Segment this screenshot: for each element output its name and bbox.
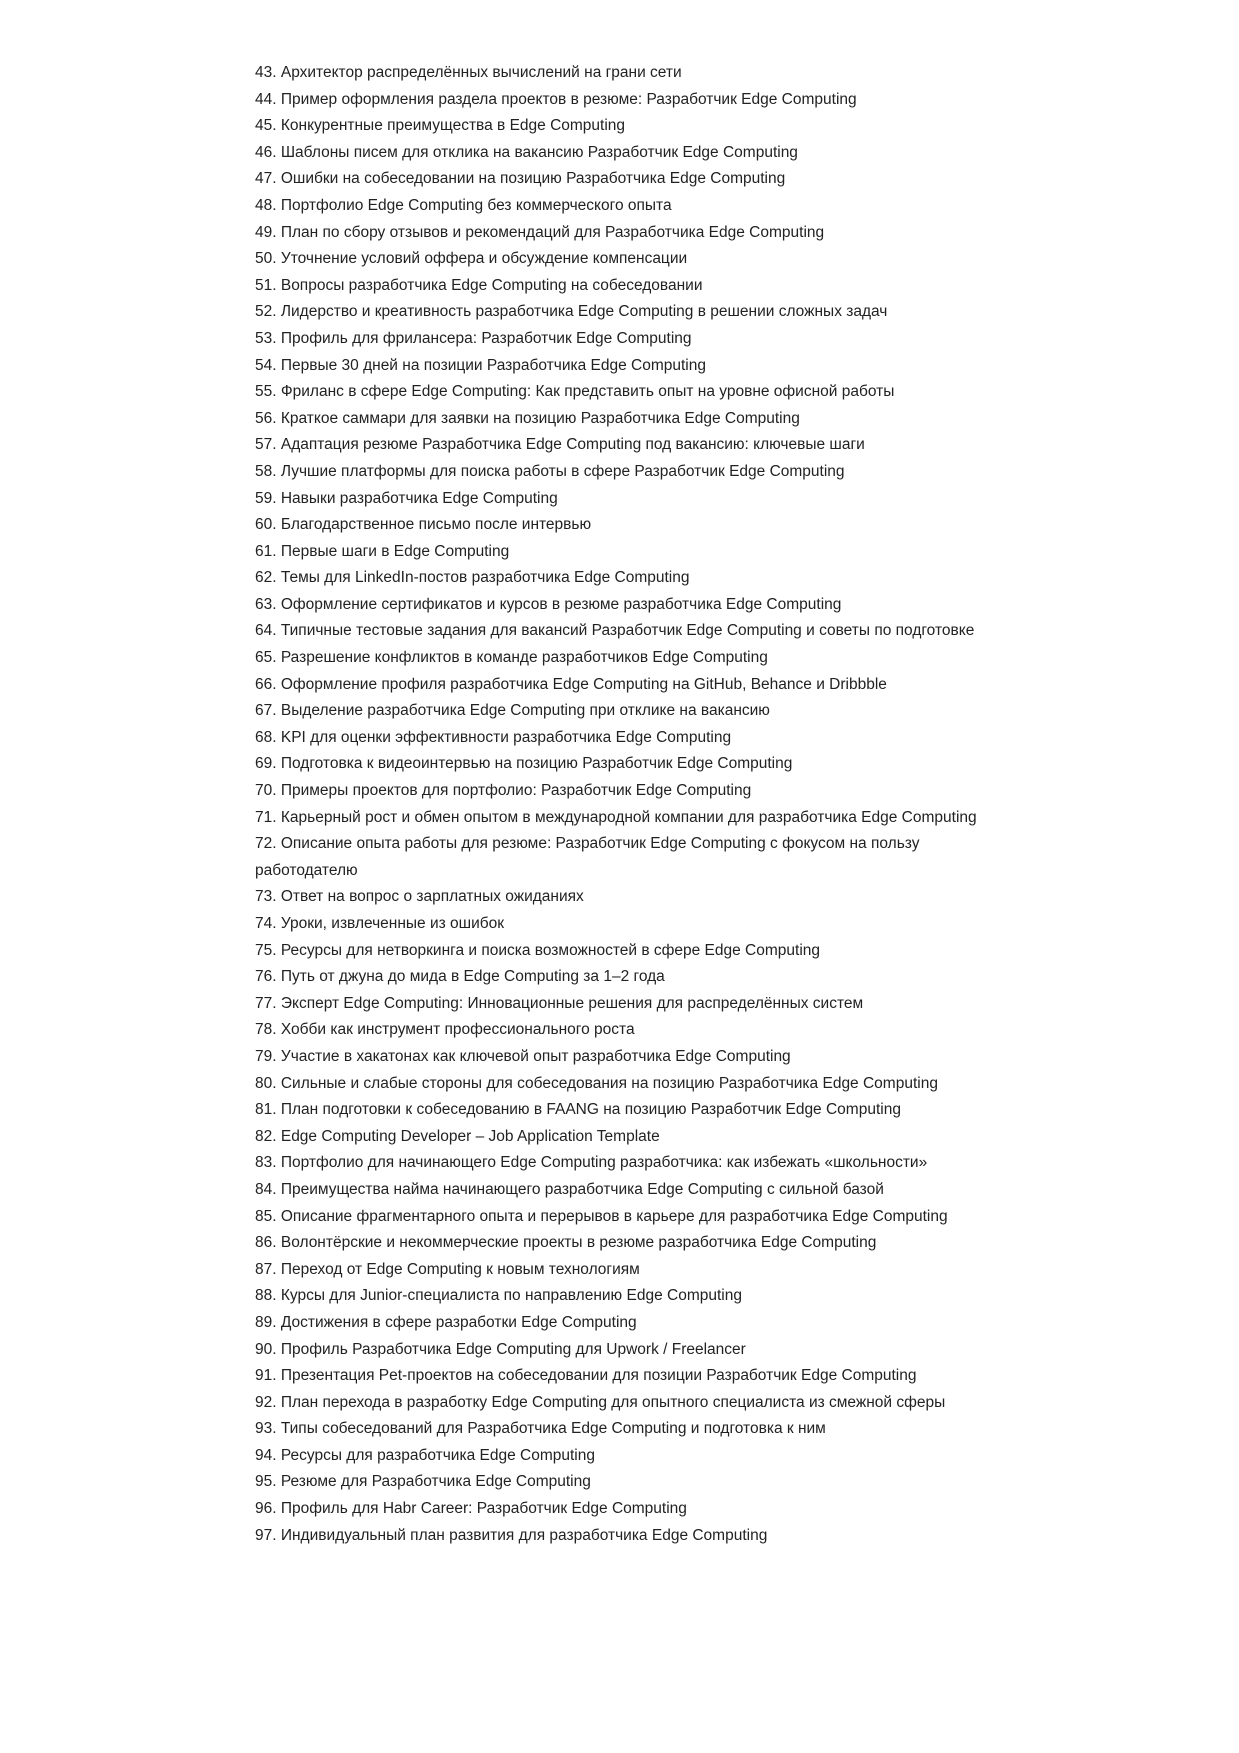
list-item: 92. План перехода в разработку Edge Computing для опытного специалиста из смежной сферы [255, 1393, 946, 1411]
list-item: 75. Ресурсы для нетворкинга и поиска возможностей в сфере Edge Computing [255, 941, 821, 959]
list-item: 74. Уроки, извлеченные из ошибок [255, 915, 505, 932]
list-item: 73. Ответ на вопрос о зарплатных ожиданиях [255, 888, 584, 906]
list-item: 77. Эксперт Edge Computing: Инновационные решения для распределённых систем [255, 994, 864, 1012]
list-item: 72. Описание опыта работы для резюме: Разработчик Edge Computing с фокусом на пользу работодателю [255, 835, 920, 879]
list-item: 83. Портфолио для начинающего Edge Computing разработчика: как избежать «школьности» [255, 1154, 928, 1172]
list-item: 91. Презентация Pet-проектов на собеседовании для позиции Разработчик Edge Computing [255, 1367, 917, 1385]
list-item: 64. Типичные тестовые задания для вакансий Разработчик Edge Computing и советы по подготовке [255, 622, 975, 640]
list-item: 82. Edge Computing Developer – Job Application Template [255, 1127, 660, 1145]
list-item: 67. Выделение разработчика Edge Computing при отклике на вакансию [255, 702, 770, 720]
list-item: 80. Сильные и слабые стороны для собеседования на позицию Разработчика Edge Computing [255, 1074, 938, 1092]
list-item: 79. Участие в хакатонах как ключевой опыт разработчика Edge Computing [255, 1047, 791, 1065]
list-item: 68. KPI для оценки эффективности разработчика Edge Computing [255, 728, 732, 746]
list-item: 86. Волонтёрские и некоммерческие проекты в резюме разработчика Edge Computing [255, 1234, 877, 1252]
list-item: 63. Оформление сертификатов и курсов в резюме разработчика Edge Computing [255, 595, 842, 613]
list-item: 58. Лучшие платформы для поиска работы в сфере Разработчик Edge Computing [255, 462, 845, 480]
list-item: 61. Первые шаги в Edge Computing [255, 542, 510, 560]
list-item: 65. Разрешение конфликтов в команде разработчиков Edge Computing [255, 649, 768, 667]
list-item: 87. Переход от Edge Computing к новым технологиям [255, 1260, 640, 1278]
list-item: 88. Курсы для Junior-специалиста по направлению Edge Computing [255, 1287, 742, 1305]
list-item: 53. Профиль для фрилансера: Разработчик Edge Computing [255, 329, 692, 347]
list-item: 60. Благодарственное письмо после интервью [255, 516, 592, 534]
list-item: 47. Ошибки на собеседовании на позицию Разработчика Edge Computing [255, 170, 786, 188]
list-item: 89. Достижения в сфере разработки Edge Computing [255, 1313, 637, 1331]
list-item: 94. Ресурсы для разработчика Edge Computing [255, 1446, 595, 1464]
list-item: 52. Лидерство и креативность разработчика Edge Computing в решении сложных задач [255, 303, 888, 321]
list-item: 56. Краткое саммари для заявки на позицию Разработчика Edge Computing [255, 409, 800, 427]
article-list [255, 60, 985, 1549]
list-item: 97. Индивидуальный план развития для разработчика Edge Computing [255, 1526, 768, 1544]
list-item: 85. Описание фрагментарного опыта и перерывов в карьере для разработчика Edge Computing [255, 1207, 948, 1225]
list-item: 84. Преимущества найма начинающего разработчика Edge Computing с сильной базой [255, 1180, 884, 1198]
list-item: 93. Типы собеседований для Разработчика Edge Computing и подготовка к ним [255, 1420, 826, 1438]
list-item: 49. План по сбору отзывов и рекомендаций для Разработчика Edge Computing [255, 223, 825, 241]
list-item: 54. Первые 30 дней на позиции Разработчика Edge Computing [255, 356, 706, 374]
list-item: 90. Профиль Разработчика Edge Computing для Upwork / Freelancer [255, 1340, 746, 1358]
list-item: 55. Фриланс в сфере Edge Computing: Как представить опыт на уровне офисной работы [255, 383, 895, 401]
list-item: 95. Резюме для Разработчика Edge Computing [255, 1473, 591, 1491]
list-item: 62. Темы для LinkedIn-постов разработчика Edge Computing [255, 569, 690, 587]
list-item: 76. Путь от джуна до мида в Edge Computing за 1–2 года [255, 968, 665, 986]
list-item: 43. Архитектор распределённых вычислений на грани сети [255, 64, 682, 81]
list-item: 45. Конкурентные преимущества в Edge Computing [255, 117, 626, 135]
list-item: 66. Оформление профиля разработчика Edge Computing на GitHub, Behance и Dribbble [255, 675, 887, 693]
list-item: 78. Хобби как инструмент профессионального роста [255, 1021, 635, 1039]
list-item: 51. Вопросы разработчика Edge Computing на собеседовании [255, 276, 703, 294]
list-item: 50. Уточнение условий оффера и обсуждение компенсации [255, 250, 688, 268]
list-item: 71. Карьерный рост и обмен опытом в международной компании для разработчика Edge Computing [255, 808, 977, 826]
list-item: 44. Пример оформления раздела проектов в резюме: Разработчик Edge Computing [255, 90, 857, 108]
list-item: 46. Шаблоны писем для отклика на вакансию Разработчик Edge Computing [255, 143, 798, 161]
list-item: 81. План подготовки к собеседованию в FAANG на позицию Разработчик Edge Computing [255, 1101, 901, 1119]
list-item: 57. Адаптация резюме Разработчика Edge Computing под вакансию: ключевые шаги [255, 436, 865, 454]
list-item: 59. Навыки разработчика Edge Computing [255, 489, 558, 507]
list-item: 70. Примеры проектов для портфолио: Разработчик Edge Computing [255, 782, 752, 800]
list-item: 69. Подготовка к видеоинтервью на позицию Разработчик Edge Computing [255, 755, 793, 773]
list-item: 96. Профиль для Habr Career: Разработчик Edge Computing [255, 1500, 687, 1518]
list-item: 48. Портфолио Edge Computing без коммерческого опыта [255, 196, 672, 214]
